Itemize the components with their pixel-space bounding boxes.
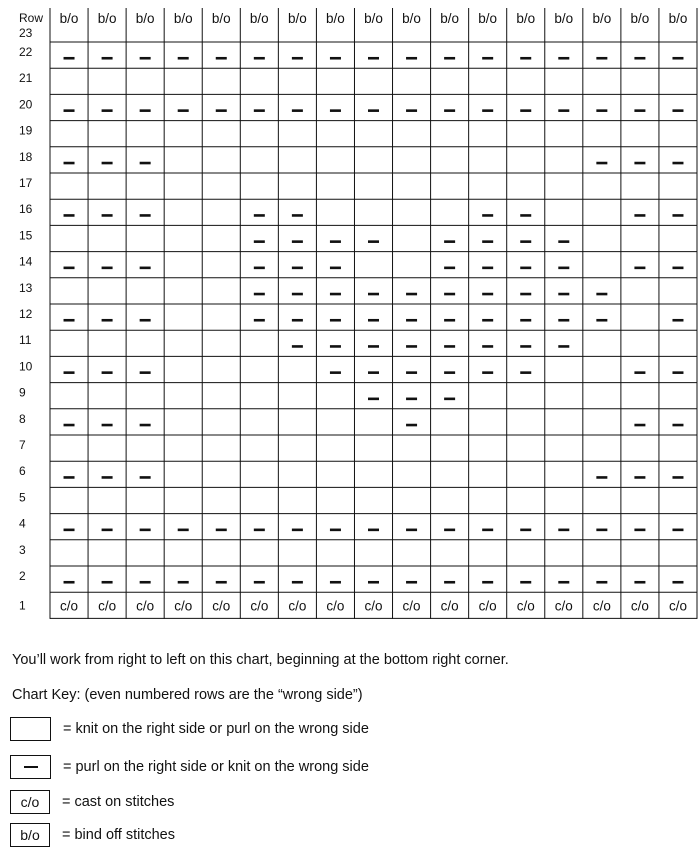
bind-off-cell: b/o (173, 11, 193, 26)
cast-on-cell: c/o (174, 598, 193, 614)
row-number-6: 6 (19, 464, 26, 479)
bind-off-cell: b/o (478, 11, 498, 26)
cast-on-cell: c/o (516, 598, 535, 614)
row-number-7: 7 (19, 438, 26, 452)
key-item-bind-off (10, 822, 175, 848)
key-knit-text: = knit on the right side or purl on the wrong side (63, 721, 369, 737)
row-number-9: 9 (19, 385, 26, 400)
bind-off-cell: b/o (402, 11, 421, 26)
cast-on-cell: c/o (136, 598, 155, 614)
row-number-18: 18 (19, 149, 33, 164)
bind-off-cell: b/o (516, 11, 536, 26)
cast-on-cell: c/o (554, 598, 573, 614)
chart-grid-lines (50, 8, 697, 619)
row-number-16: 16 (19, 202, 33, 217)
row-number-20: 20 (19, 97, 33, 112)
row-number-23: 23 (19, 26, 33, 40)
cast-on-cell: c/o (326, 598, 345, 614)
row-number-21: 21 (19, 71, 33, 86)
row-number-3: 3 (19, 542, 26, 557)
row-number-5: 5 (19, 490, 26, 505)
bind-off-symbol-box: b/o (10, 823, 50, 847)
row-number-17: 17 (19, 176, 33, 190)
row-number-22: 22 (19, 45, 33, 59)
row-number-10: 10 (19, 359, 33, 374)
bind-off-cell: b/o (326, 11, 345, 26)
knit-symbol-box (10, 717, 51, 741)
row-number-12: 12 (19, 307, 33, 321)
bind-off-cell: b/o (211, 11, 231, 26)
cast-on-cell: c/o (402, 598, 421, 614)
key-purl-text: = purl on the right side or knit on the wrong side (63, 759, 369, 775)
row-number-14: 14 (19, 254, 33, 269)
bind-off-cell: b/o (59, 11, 79, 26)
cast-on-cell: c/o (668, 598, 687, 614)
key-item-knit (10, 716, 369, 742)
cast-on-cell: c/o (250, 598, 269, 614)
row-number-1: 1 (19, 598, 26, 613)
instructions-text: You’ll work from right to left on this chart, beginning at the bottom right corner. (12, 652, 509, 668)
bind-off-cell: b/o (440, 11, 460, 26)
row-number-11: 11 (19, 333, 32, 348)
cast-on-cell: c/o (478, 598, 497, 614)
bind-off-cell: b/o (668, 11, 688, 26)
chart-key-title: Chart Key: (even numbered rows are the “wrong side”) (12, 687, 363, 703)
cast-on-cell: c/o (592, 598, 611, 614)
key-item-purl (10, 754, 369, 780)
cast-on-cell: c/o (98, 598, 117, 614)
cast-on-cell: c/o (630, 598, 649, 614)
purl-dash-icon (24, 766, 38, 769)
purl-symbol-box (10, 755, 51, 779)
bind-off-cell: b/o (97, 11, 117, 26)
row-number-19: 19 (19, 123, 33, 138)
bind-off-cell: b/o (249, 11, 269, 26)
key-bind-off-text: = bind off stitches (62, 827, 175, 843)
bind-off-cell: b/o (364, 11, 383, 26)
bind-off-cell: b/o (287, 11, 307, 26)
cast-on-cell: c/o (364, 598, 383, 614)
bind-off-cell: b/o (592, 11, 612, 26)
row-number-4: 4 (19, 516, 26, 531)
row-header-label: Row (19, 11, 44, 25)
cast-on-cell: c/o (440, 598, 459, 614)
key-item-cast-on (10, 789, 174, 815)
row-number-15: 15 (19, 228, 33, 243)
bind-off-cell: b/o (135, 11, 155, 26)
cast-on-symbol-box: c/o (10, 790, 50, 814)
row-number-8: 8 (19, 411, 26, 426)
row-number-2: 2 (19, 569, 26, 583)
cast-on-cell: c/o (288, 598, 307, 614)
bind-off-cell: b/o (554, 11, 574, 26)
cast-on-cell: c/o (212, 598, 231, 614)
key-cast-on-text: = cast on stitches (62, 794, 175, 810)
cast-on-cell: c/o (60, 598, 79, 614)
bind-off-cell: b/o (630, 11, 650, 26)
row-number-13: 13 (19, 280, 33, 295)
